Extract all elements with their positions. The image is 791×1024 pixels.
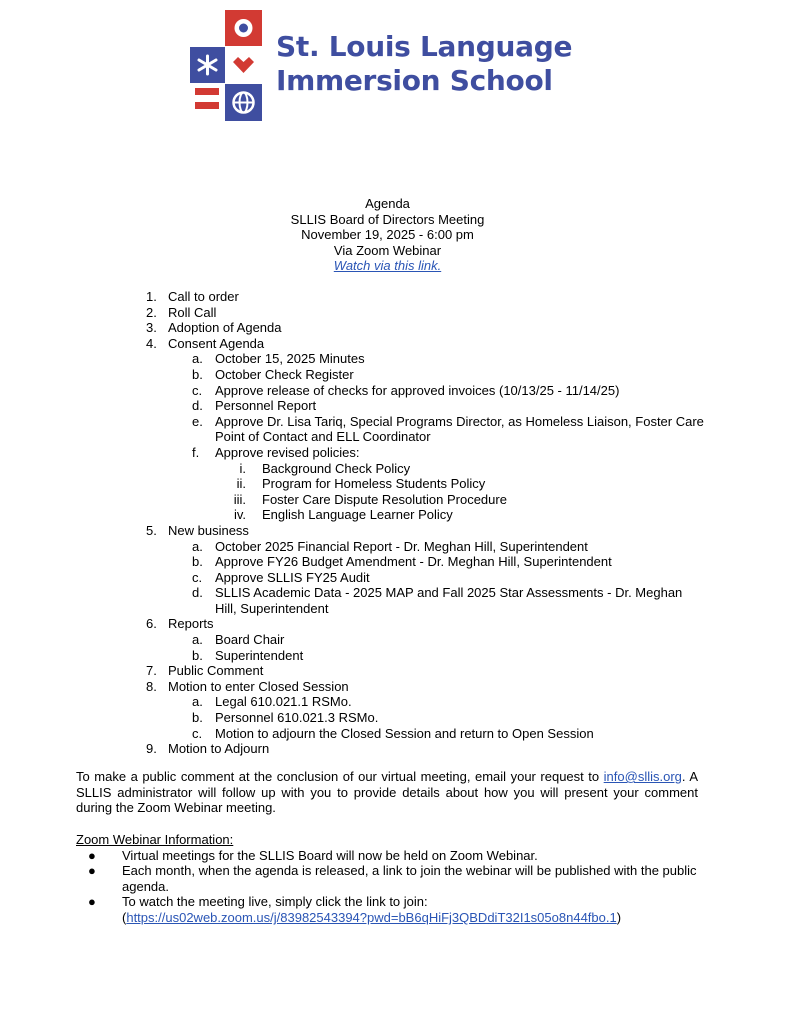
agenda-title: Agenda (365, 196, 410, 211)
agenda-item (146, 461, 706, 477)
agenda-item-text: Motion to enter Closed Session (168, 678, 349, 694)
agenda-item (146, 585, 706, 616)
agenda-item-text: Approve SLLIS FY25 Audit (215, 569, 370, 585)
agenda-item-text: English Language Learner Policy (262, 507, 453, 523)
agenda-item (146, 383, 706, 399)
agenda-item (146, 398, 706, 414)
paren: ) (616, 909, 622, 925)
agenda-item-number: 9. (146, 741, 157, 757)
logo-mark-icon (190, 10, 270, 122)
agenda-item (146, 367, 706, 383)
list-item-text: Each month, when the agenda is released, a link to join the webinar will be published with the public agenda. (122, 863, 697, 894)
agenda-item (146, 336, 706, 352)
agenda-item-text: Consent Agenda (168, 335, 265, 351)
agenda-item-text: Public Comment (168, 663, 264, 679)
email-link[interactable]: info@sllis.org (603, 769, 682, 784)
logo-line-2: Immersion School (276, 64, 553, 97)
agenda-item (146, 616, 706, 632)
agenda-item-number: f. (192, 444, 200, 460)
list-item-text: Virtual meetings for the SLLIS Board will now be held on Zoom Webinar. (122, 847, 538, 863)
agenda-item-number: iv. (233, 507, 246, 523)
agenda-item-text: Roll Call (168, 304, 217, 320)
public-comment-text-end: . A SLLIS administrator will follow up with you to provide details about how you will present your comment during the Zoom Webinar meeting. (76, 769, 698, 816)
agenda-item-text: October Check Register (215, 366, 354, 382)
agenda-item (146, 663, 706, 679)
agenda-item-number: i. (239, 460, 246, 476)
meeting-name: SLLIS Board of Directors Meeting (290, 211, 485, 227)
agenda-item-number: iii. (233, 491, 246, 507)
agenda-item (146, 741, 706, 757)
agenda-item-number: d. (192, 585, 203, 601)
agenda-item-number: e. (192, 413, 203, 429)
agenda-item-number: b. (192, 366, 203, 382)
agenda-item (146, 679, 706, 695)
agenda-item-text: Motion to adjourn the Closed Session and return to Open Session (215, 725, 594, 741)
agenda-item-text: Board Chair (215, 632, 285, 648)
agenda-item-text: Reports (168, 616, 214, 632)
agenda-item-text: Motion to Adjourn (168, 741, 270, 757)
meeting-venue: Via Zoom Webinar (333, 242, 442, 258)
agenda-item-number: c. (192, 569, 203, 585)
paren: ( (122, 909, 127, 925)
agenda-item-text: Program for Homeless Students Policy (262, 476, 486, 492)
agenda-item-number: a. (192, 632, 203, 648)
bullet-icon: ● (88, 894, 96, 910)
agenda-item-number: 4. (146, 335, 157, 351)
list-item (76, 863, 716, 894)
public-comment-paragraph (76, 769, 698, 816)
agenda-item-number: 3. (146, 320, 157, 336)
agenda-item (146, 539, 706, 555)
agenda-item-number: 5. (146, 522, 157, 538)
agenda-item-number: b. (192, 554, 203, 570)
agenda-item (146, 523, 706, 539)
agenda-item (146, 694, 706, 710)
agenda-item-text: Background Check Policy (262, 460, 411, 476)
agenda-item-number: 6. (146, 616, 157, 632)
agenda-item (146, 289, 706, 305)
agenda-item-text: Foster Care Dispute Resolution Procedure (262, 491, 507, 507)
agenda-item (146, 554, 706, 570)
agenda-item (146, 414, 706, 445)
zoom-info-heading: Zoom Webinar Information: (76, 832, 234, 847)
bullet-icon: ● (88, 863, 96, 879)
agenda-item-text: New business (168, 522, 249, 538)
agenda-item-number: c. (192, 382, 203, 398)
agenda-item-number: a. (192, 694, 203, 710)
zoom-info-list (76, 848, 716, 926)
list-item (76, 848, 716, 864)
agenda-item-text: Call to order (168, 289, 239, 304)
agenda-item-number: 2. (146, 304, 157, 320)
logo-text (276, 30, 572, 98)
agenda-item (146, 476, 706, 492)
list-item (76, 894, 716, 925)
agenda-item-number: 7. (146, 663, 157, 679)
agenda-item (146, 492, 706, 508)
public-comment-text: To make a public comment at the conclusion of our virtual meeting, email your request to (76, 769, 604, 784)
agenda-item-text: Approve release of checks for approved invoices (10/13/25 - 11/14/25) (215, 382, 620, 398)
agenda-item-text: SLLIS Academic Data - 2025 MAP and Fall 2025 Star Assessments - Dr. Meghan Hill, Superintendent (215, 585, 683, 616)
agenda-item (146, 507, 706, 523)
agenda-item-number: a. (192, 538, 203, 554)
agenda-item (146, 710, 706, 726)
agenda-item-number: d. (192, 398, 203, 414)
agenda-item-number: a. (192, 351, 203, 367)
bullet-icon: ● (88, 847, 96, 863)
list-item-text: To watch the meeting live, simply click the link to join: (122, 894, 428, 910)
agenda-list (146, 289, 706, 757)
agenda-item (146, 648, 706, 664)
zoom-info-section (76, 832, 716, 926)
agenda-item-number: ii. (236, 476, 246, 492)
agenda-item (146, 445, 706, 461)
agenda-item-text: Superintendent (215, 647, 304, 663)
agenda-item-text: Personnel 610.021.3 RSMo. (215, 710, 379, 726)
agenda-item-number: 8. (146, 678, 157, 694)
agenda-item (146, 351, 706, 367)
agenda-item (146, 320, 706, 336)
agenda-item-number: b. (192, 710, 203, 726)
meeting-date: November 19, 2025 - 6:00 pm (301, 227, 474, 243)
agenda-item-text: Adoption of Agenda (168, 320, 282, 336)
agenda-item-text: Legal 610.021.1 RSMo. (215, 694, 352, 710)
agenda-item-number: c. (192, 725, 203, 741)
agenda-item (146, 632, 706, 648)
agenda-item (146, 305, 706, 321)
agenda-item-text: Approve revised policies: (215, 444, 360, 460)
agenda-item-text: October 15, 2025 Minutes (215, 351, 365, 367)
logo-line-1: St. Louis Language (276, 30, 573, 63)
agenda-item-text: October 2025 Financial Report - Dr. Meghan Hill, Superintendent (215, 538, 588, 554)
agenda-item-number: 1. (146, 289, 157, 304)
agenda-header (0, 196, 775, 274)
school-logo (190, 10, 610, 122)
agenda-item (146, 570, 706, 586)
agenda-item (146, 726, 706, 742)
agenda-item-text: Personnel Report (215, 398, 317, 414)
agenda-item-text: Approve FY26 Budget Amendment - Dr. Meghan Hill, Superintendent (215, 554, 612, 570)
watch-link[interactable]: Watch via this link. (333, 258, 442, 274)
agenda-item-number: b. (192, 647, 203, 663)
agenda-item-text: Approve Dr. Lisa Tariq, Special Programs Director, as Homeless Liaison, Foster Care Point of Contact and ELL Coordinator (215, 413, 704, 445)
zoom-webinar-link[interactable]: https://us02web.zoom.us/j/83982543394?pwd=bB6qHiFj3QBDdiT32I1s05o8n44fbo.1 (126, 909, 617, 925)
